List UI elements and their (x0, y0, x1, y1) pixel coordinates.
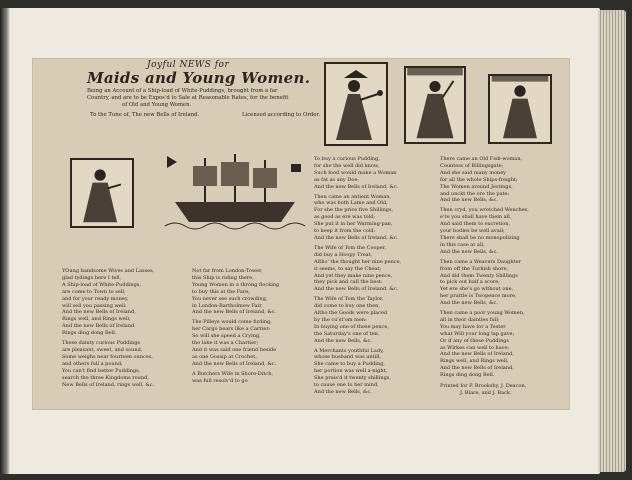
stanza: To buy a curious Pudding, for she the well did know, Such food would make a Woman as fat as any Doe; And the new Bells of Ireland, &c. (314, 156, 399, 190)
heading-sub-3: of Old and Young Women. (122, 102, 192, 108)
woodcut-woman-standing (488, 74, 552, 144)
text-column-2 (192, 268, 279, 388)
woodcut-woman-ladle (324, 62, 388, 146)
stanza: A Merchants youthful Lady, whose husband was untill, She came to buy a Pudding, her portion was well a-night, She prais'd it twenty shillings, to cause one to her mind, And the new Bells, &c. (314, 347, 391, 395)
licensed-line: Licensed according to Order. (242, 112, 321, 118)
heading-title: Maids and Young Women. (87, 69, 311, 87)
woodcut-woman-left (70, 158, 134, 228)
stanza: YOung handsome Wives and Lasses, glad tydings here I tell, A Ship-load of White-Puddings, are come to Town to sell, and for your ready money, will sell you passing well: And the new Bells of Ireland, Rings well, and Rings well, And the new Bells of Ireland Rings ding dong Bell. (62, 268, 155, 337)
stanza: Then came a Weavers Daughter from off the Turkish shore, And did them Twenty Shillings to pick out half a score; Yet ere she's go without one, her prattle is Twopence more, And the new Bells, &c. (440, 258, 521, 307)
woodcut-woman-raised-arm (404, 66, 466, 144)
heading-sub-2: Country, and are to be Expos'd to Sale at Reasonable Rates, for the benefit (87, 95, 289, 101)
text-column-3 (314, 156, 401, 399)
stanza: Not far from London-Tower, this Ship is riding there, Young Women in a throng flocking to buy this at the Fare; You never see such crowding, in London-Bartholmew Fair, And the new Bells of Ireland, &c. (192, 268, 280, 316)
stanza: These dainty curious Puddings are pleasant, sweet, and sound, Some weighs near fourteen ounces, and others full a pound, You can't find better Puddings, search the three Kingdoms round, New Bells of Ireland, rings well, &c. (62, 340, 155, 388)
stanza: Then came an antient Woman, who was both Lame and Old, For she the price five Shillings, as good as ere was told; She put it in her Warming-pan, to keep it from the cold: And the new Bells of Ireland, &c. (314, 193, 399, 241)
imprint-line-1: Printed for P. Brooksby, J. Deacon, (440, 383, 527, 390)
heading-sub-1: Being an Account of a Ship-load of White-Puddings, brought from a far (87, 88, 278, 94)
tune-line: To the Tune of, The new Bells of Ireland. (90, 112, 200, 118)
binding-gutter (0, 8, 10, 474)
stanza: The Pilleys would come furling, her Cargo bears like a Carrier: So will she speed a Crying, tho lake it was a Chartier; And it was said one friend beside as one Gossip at Crochet, And the new Bells of Ireland, &c. (192, 319, 277, 367)
stanza: Then cryd, you wretched Wenches, e're you shall have them all, And said them to excretion, your bodies be well avail; There shall be no monopolizing in this case at all, And the new Bells, &c. (440, 207, 529, 255)
imprint-line-2: J. Blare, and J. Back. (460, 390, 512, 396)
text-column-1 (62, 268, 154, 391)
stanza: There came an Old Fish-woman, Countess of Billingsgate; And she said many money for all the whole Ships-freight; The Women around Jestings, and unckt the ore the pate: And the new Bells, &c. (440, 156, 523, 204)
heading-line1: Joyful NEWS for (147, 60, 230, 70)
broadside-sheet (32, 58, 570, 410)
stanza: A Butchers Wife in Shore-Ditch, was full resolv'd to go (192, 370, 274, 384)
text-column-4 (440, 156, 529, 397)
woodcut-ship (165, 150, 305, 230)
stanza: The Wife of Tom the Cooper, did buy a Hoopy Treat, Altho' the thought her nine pence, it seems, to say the Cheat; And yet they make nine pence, they pick and call the best: And the new Bells of Ireland, &c. (314, 244, 402, 293)
stanza: Then came a poor young Women, all in their dainties full; You may have for a Tester what Will your long lap gave; Or if any of these Puddings as Wirkes can well to have; And the new Bells of Ireland, Rings well, and Rings well, And the new Bells of Ireland, Rings ding dong Bell. (440, 310, 525, 379)
stanza: The Wife of Tom the Taylor, did come to buy one then, Altho the Goods were placed by the cu'st'om men: In buying one of these pence, the Saturday's one of ten, And the new Bells, &c. (314, 296, 389, 344)
page-edges (598, 10, 626, 472)
